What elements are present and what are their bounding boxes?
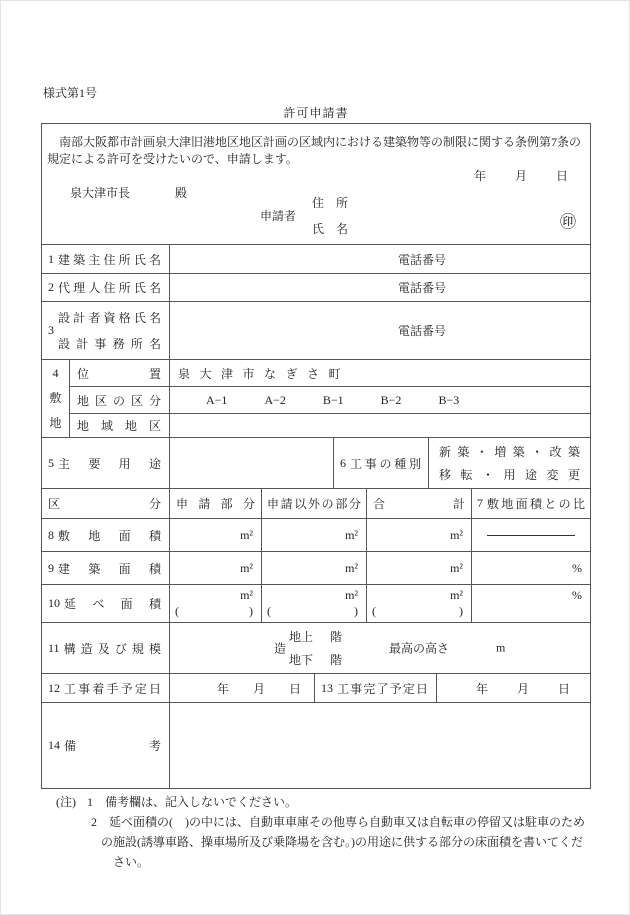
row-number: 5 [48,455,54,470]
other-part-header-cell [262,489,367,518]
paren-close: ) [354,604,358,618]
owner-label-cell [42,245,170,273]
unit-meter: m [496,640,506,655]
site-district-row [70,387,590,414]
work-start-label: 工事着手予定日 [64,681,161,696]
location-label-cell [70,360,170,386]
total-header-cell [367,489,472,518]
table-row-building-area [42,552,590,585]
application-date [42,168,590,185]
form-number: 様式第1号 [43,86,98,100]
site-area-label-cell [42,519,170,551]
row-number: 6 [340,455,346,470]
district-label: 地区の区分 [77,393,161,408]
table-row-site [42,360,590,438]
table-row-use-and-worktype [42,438,590,489]
remarks-label-cell [42,703,170,788]
site-group-char1: 敷 [49,391,62,405]
application-form [41,123,591,789]
floor-area-label-cell [42,585,170,622]
unit-m2: m² [240,588,253,602]
row-number: 2 [48,280,54,294]
structure-suffix: 造 [274,641,287,656]
note-number: 2 [91,815,97,829]
worktype-option-line1: 新築・増築・改築 [439,445,580,459]
district-label-cell [70,387,170,413]
site-group-char2: 地 [49,416,62,430]
apply-part-header-cell [170,489,262,518]
work-start-date-cell [170,674,315,702]
floors-label: 階 [330,653,343,667]
table-row-remarks [42,703,590,788]
structure-label-cell [42,623,170,673]
site-area-total-cell [367,519,472,551]
footnotes [56,792,601,872]
date-year-label: 年 [216,681,229,696]
site-area-apply-cell [170,519,262,551]
row-number: 1 [48,251,54,266]
floor-area-ratio-cell [472,585,590,622]
row-number: 4 [52,366,59,380]
district-options [170,387,590,413]
floor-area-label: 延べ面積 [64,597,161,611]
date-year-label: 年 [475,681,488,696]
floors-label: 階 [330,630,343,644]
site-area-label: 敷地面積 [58,528,161,543]
agent-label: 代理人住所氏名 [58,281,161,295]
application-statement-line1: 南部大阪都市計画泉大津旧港地区地区計画の区域内における建築物等の制限に関する条例第7条の [59,135,582,149]
unit-m2: m² [345,527,358,542]
phone-label: 電話番号 [397,324,446,338]
agent-label-cell [42,274,170,301]
unit-percent: % [572,588,582,602]
table-row-floor-area [42,585,590,623]
table-row-site-area [42,519,590,552]
page-title: 許可申請書 [283,106,349,120]
row-number: 11 [48,640,60,655]
honorific: 殿 [175,186,188,200]
row-number: 14 [48,738,60,752]
phone-label: 電話番号 [397,252,446,267]
zone-label: 地域地区 [77,419,161,433]
building-area-label: 建築面積 [58,561,161,576]
footnote-2-continued: の施設(誘導車路、操車場所及び乗降場を含む。)の用途に供する部分の床面積を書いてくだ [101,835,583,849]
kubun-header: 区分 [48,497,161,511]
date-day-label: 日 [288,681,301,696]
main-use-label-cell [42,438,170,488]
row-number: 13 [321,680,333,695]
application-header [42,124,590,245]
unit-m2: m² [240,527,253,542]
applicant-name-label: 氏 名 [312,222,349,236]
building-area-apply-cell [170,552,262,584]
work-end-label: 工事完了予定日 [337,681,428,696]
ratio-not-applicable-dash [487,535,575,536]
date-month-label: 月 [514,169,527,183]
unit-m2: m² [345,588,358,602]
building-area-other-cell [262,552,367,584]
floor-area-apply-cell [170,585,262,622]
paren-close: ) [249,604,253,618]
work-end-label-cell [315,674,437,702]
date-day-label: 日 [557,681,570,696]
site-location-row [70,360,590,387]
site-group-cell [42,360,70,437]
paren-open: ( [372,604,376,618]
designer-labels [58,309,161,352]
unit-m2: m² [345,560,358,575]
location-value: 泉大津市なぎさ町 [178,366,351,381]
paren-close: ) [459,604,463,618]
row-number: 12 [48,680,60,695]
unit-percent: % [572,560,582,575]
site-area-ratio-cell [472,519,590,551]
building-area-label-cell [42,552,170,584]
structure-value-cell [170,623,590,673]
design-office-label: 設計事務所名 [58,337,161,351]
district-option: B−3 [438,392,460,407]
district-option: A−2 [264,392,286,407]
kubun-header-cell [42,489,170,518]
total-header: 合計 [373,497,465,511]
worktype-label: 工事の種別 [350,456,421,471]
unit-m2: m² [450,560,463,575]
unit-m2: m² [240,560,253,575]
note-mark: (注) [56,795,76,809]
agent-value-cell [170,274,590,301]
table-row-owner [42,245,590,274]
footnote-2 [56,812,601,832]
floor-area-total-cell [367,585,472,622]
site-subrows [70,360,590,437]
unit-m2: m² [450,527,463,542]
worktype-label-cell [334,438,429,488]
apply-part-header: 申請部分 [176,497,255,511]
table-row-work-dates [42,674,590,703]
ratio-header-cell [472,489,590,518]
work-start-label-cell [42,674,170,702]
footnote-2-continued: さい。 [113,855,150,869]
site-area-other-cell [262,519,367,551]
max-height-label: 最高の高さ [389,641,450,656]
main-use-label: 主要用途 [58,456,161,471]
paren-open: ( [175,604,179,618]
date-year-label: 年 [473,169,486,183]
addressee: 泉大津市長 [70,186,131,200]
seal-mark-icon: ㊞ [560,214,577,231]
row-number: 7 [477,496,483,510]
structure-label: 構造及び規模 [63,641,161,656]
row-number: 10 [48,596,60,610]
ratio-header: 敷地面積との比 [487,497,585,511]
date-month-label: 月 [516,681,529,696]
application-statement-line2: 規定による許可を受けたいので、申請します。 [47,152,298,166]
note-text: 備考欄は、記入しないでください。 [105,795,298,809]
other-part-header: 申請以外の部分 [267,497,361,511]
worktype-options [429,438,590,488]
row-number: 3 [48,323,54,337]
zone-label-cell [70,414,170,437]
phone-label: 電話番号 [397,281,446,295]
table-row-designer [42,302,590,360]
owner-value-cell [170,245,590,273]
designer-value-cell [170,302,590,359]
worktype-option-line2: 移転・用途変更 [439,468,580,482]
row-number: 9 [48,560,54,575]
remarks-value-cell [170,703,590,788]
area-table-header [42,489,590,519]
designer-qualification-label: 設計者資格氏名 [58,311,161,325]
unit-m2: m² [450,588,463,602]
paren-open: ( [267,604,271,618]
note-number: 1 [87,795,93,809]
district-option: B−1 [322,392,344,407]
date-day-label: 日 [555,169,568,183]
zone-value-cell [170,414,590,437]
note-text: 延べ面積の( )の中には、自動車車庫その他専ら自動車又は自転車の停留又は駐車のため [109,815,585,829]
applicant-address-label: 住 所 [312,196,349,210]
above-ground-label: 地上 [289,630,314,644]
below-ground-label: 地下 [289,653,314,667]
date-month-label: 月 [252,681,265,696]
applicant-label: 申請者 [260,209,297,223]
district-option: A−1 [206,392,228,407]
table-row-agent [42,274,590,302]
work-end-date-cell [437,674,590,702]
building-area-total-cell [367,552,472,584]
location-value-cell [170,360,590,386]
floor-area-other-cell [262,585,367,622]
location-label: 位置 [77,366,161,381]
district-option: B−2 [380,392,402,407]
footnote-1 [56,792,601,812]
table-row-structure [42,623,590,674]
site-zone-row [70,414,590,437]
main-use-value-cell [170,438,334,488]
building-area-ratio-cell [472,552,590,584]
row-number: 8 [48,527,54,542]
designer-label-cell [42,302,170,359]
remarks-label: 備考 [64,739,161,753]
owner-label: 建築主住所氏名 [58,252,161,267]
